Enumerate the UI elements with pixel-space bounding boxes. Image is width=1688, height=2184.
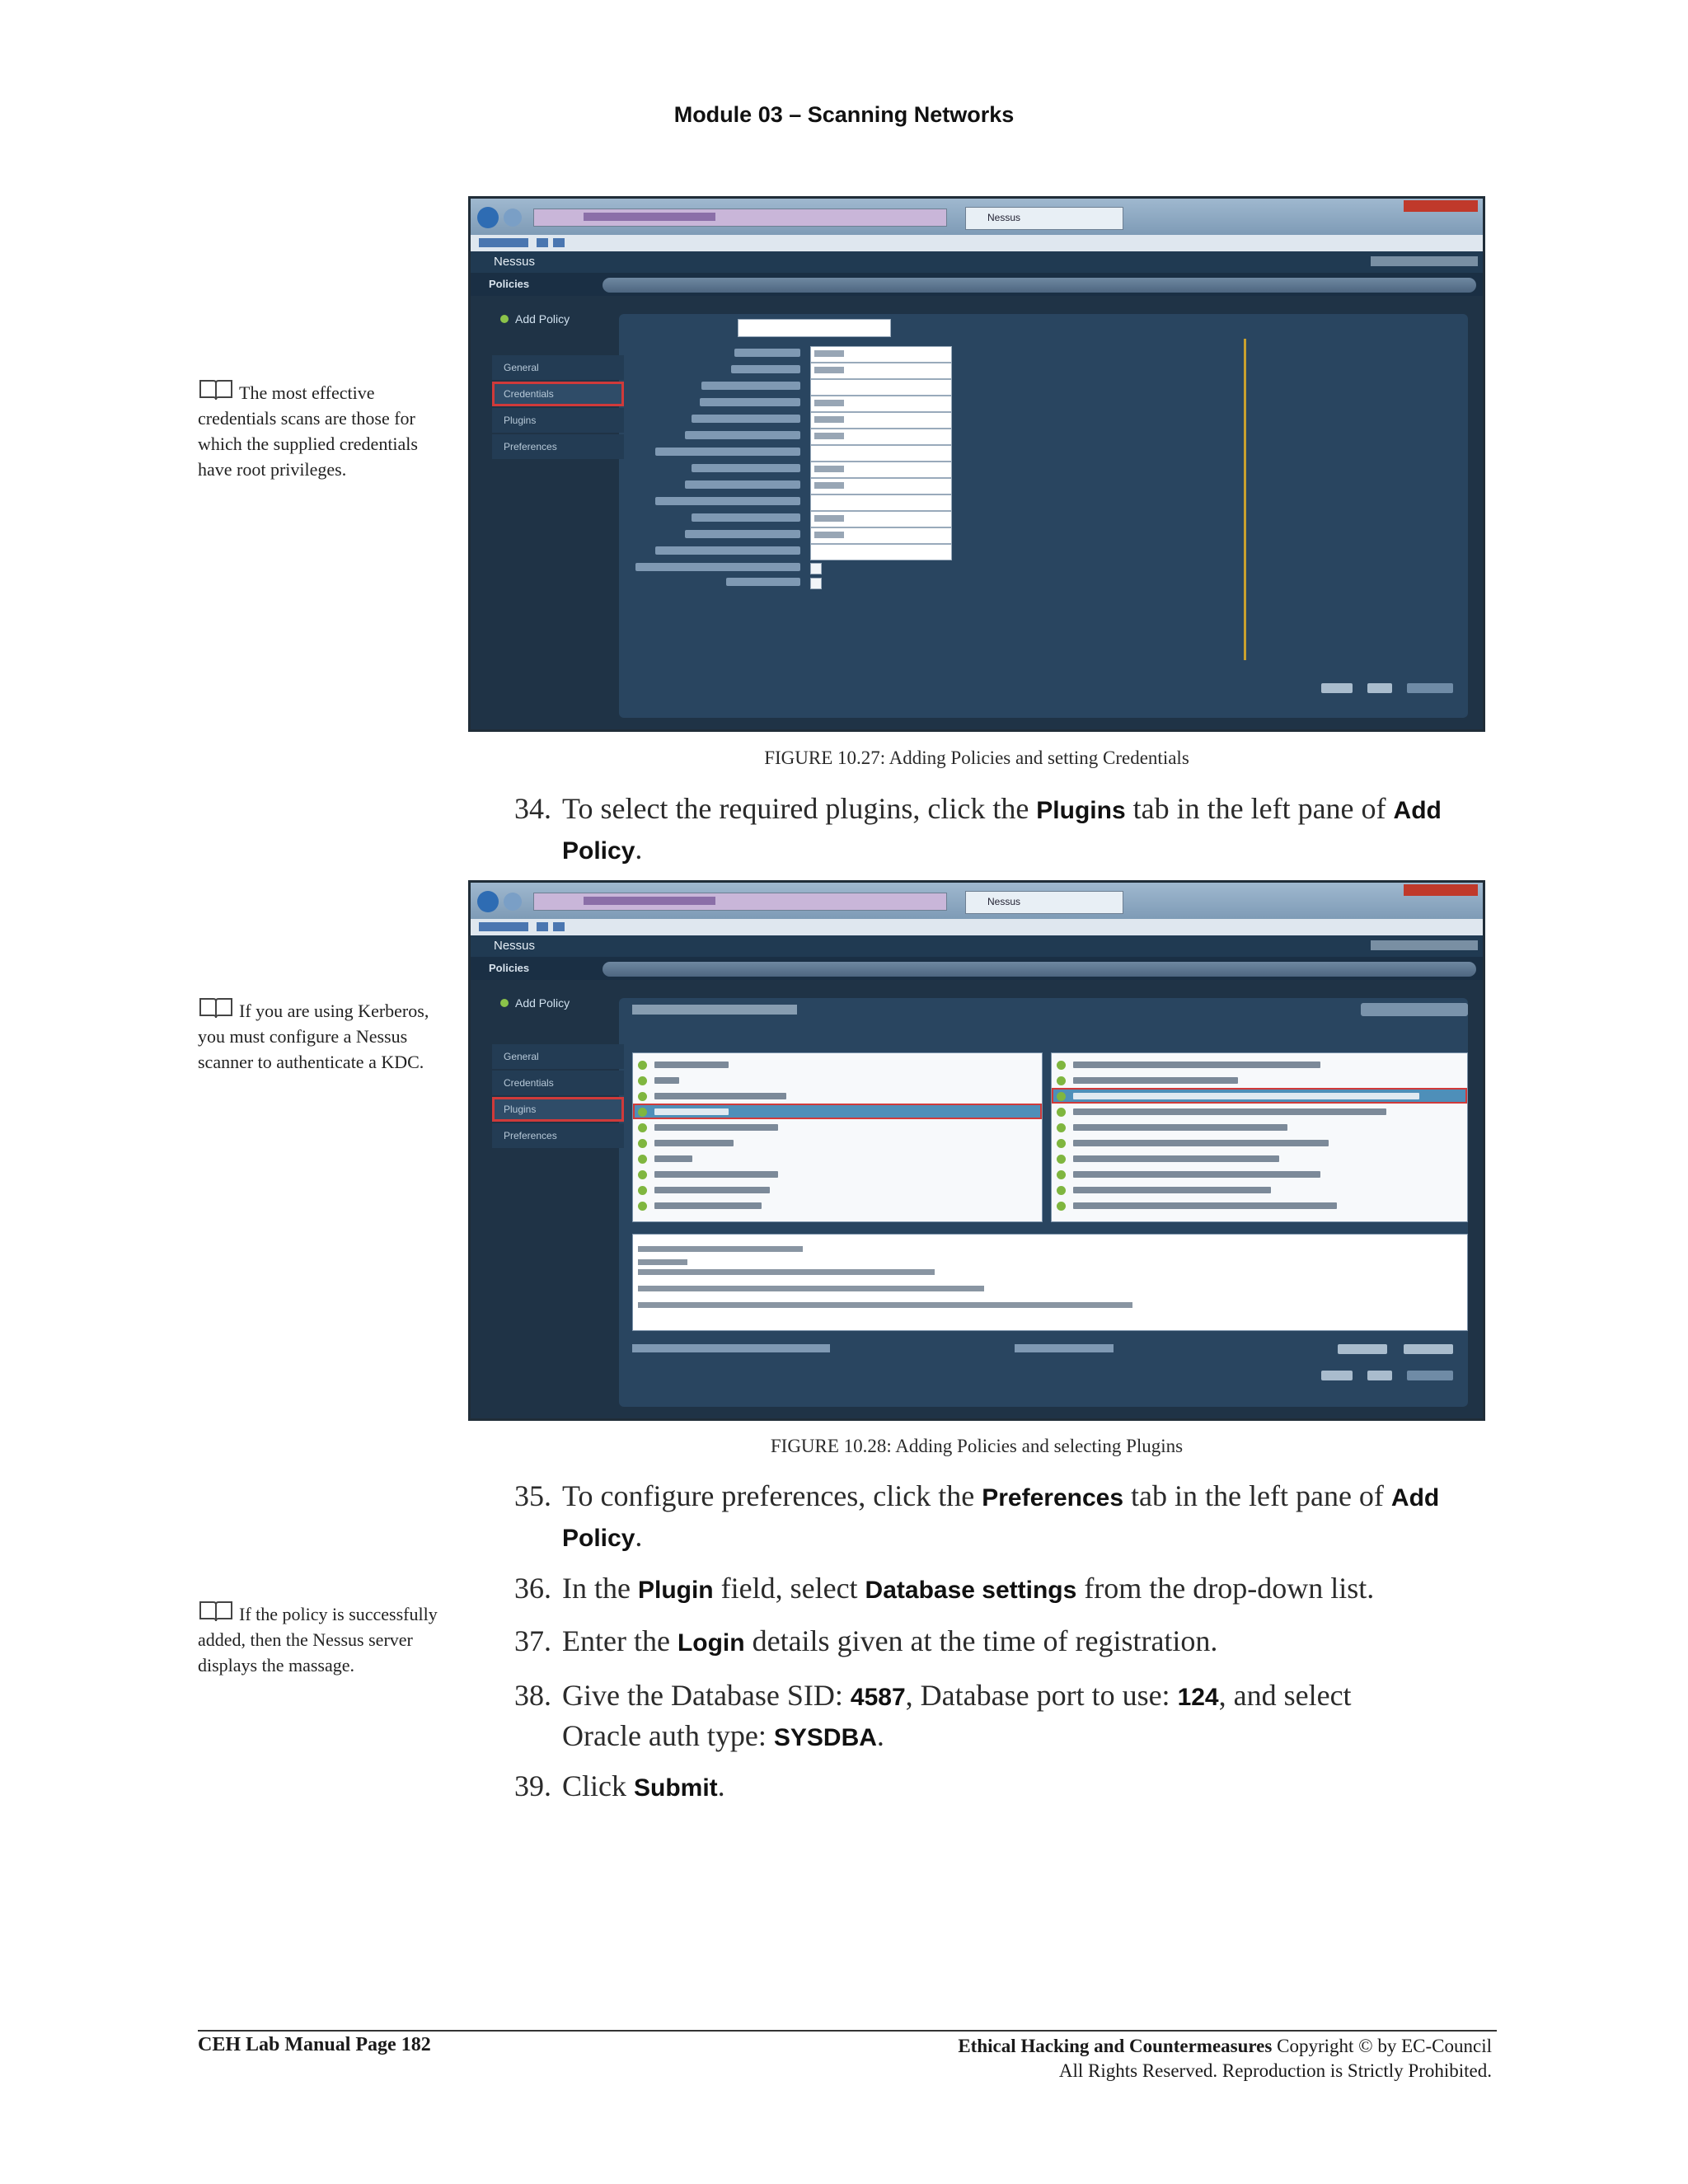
footer-copyright: Ethical Hacking and Countermeasures Copyright © by EC-Council All Rights Reserved. Reproduction is Strictly Prohibited. xyxy=(958,2036,1492,2081)
figure-caption-2: FIGURE 10.28: Adding Policies and selecting Plugins xyxy=(770,1436,1184,1456)
item-label xyxy=(654,1155,692,1162)
sidebar-note-1: The most effective credentials scans are those for which the supplied credentials have root privileges. xyxy=(198,377,445,482)
field-input[interactable] xyxy=(810,346,952,363)
nav-tabs[interactable] xyxy=(603,962,1476,977)
nessus-nav: Policies xyxy=(471,957,1483,980)
add-policy-title: Add Policy xyxy=(500,312,570,326)
list-item[interactable] xyxy=(1052,1104,1467,1119)
status-dot-icon xyxy=(638,1061,647,1070)
forward-arrow-icon[interactable] xyxy=(504,893,522,911)
field-label xyxy=(685,431,800,439)
form-row xyxy=(635,411,800,428)
field-input[interactable] xyxy=(810,379,952,396)
field-label xyxy=(692,415,800,423)
enabled-counts xyxy=(632,1344,830,1352)
item-label xyxy=(654,1108,729,1115)
book-icon xyxy=(198,377,234,402)
field-label xyxy=(655,546,800,555)
credential-type-select[interactable] xyxy=(738,319,891,337)
item-label xyxy=(1073,1124,1287,1131)
item-label xyxy=(654,1124,778,1131)
address-bar[interactable] xyxy=(533,209,947,227)
field-label xyxy=(701,382,800,390)
status-dot-icon xyxy=(1057,1155,1066,1164)
enable-buttons xyxy=(1321,1341,1461,1359)
list-item[interactable] xyxy=(1052,1119,1467,1135)
field-input[interactable] xyxy=(810,396,952,412)
field-label xyxy=(734,349,800,357)
item-label xyxy=(1073,1202,1337,1209)
clear-filters-button[interactable] xyxy=(1361,1003,1468,1016)
form-row xyxy=(635,378,800,395)
field-input[interactable] xyxy=(810,462,952,478)
item-label xyxy=(1073,1108,1386,1115)
favorites-bar xyxy=(471,235,1483,251)
item-label xyxy=(1073,1155,1279,1162)
form-row xyxy=(635,574,800,591)
form-row xyxy=(635,560,800,576)
form-row xyxy=(635,428,800,444)
status-dot-icon xyxy=(638,1139,647,1148)
list-item[interactable] xyxy=(633,1057,1042,1072)
field-label xyxy=(635,563,800,571)
sidebar-note-3: If the policy is successfully added, then the Nessus server displays the massage. xyxy=(198,1599,445,1678)
status-dot-icon xyxy=(638,1202,647,1211)
list-item[interactable] xyxy=(633,1166,1042,1182)
list-item[interactable] xyxy=(1052,1072,1467,1088)
footer-page: CEH Lab Manual Page 182 xyxy=(198,2034,431,2055)
status-dot-icon xyxy=(1057,1076,1066,1085)
show-enabled-toggle[interactable] xyxy=(1015,1344,1114,1352)
item-label xyxy=(1073,1140,1329,1146)
field-label xyxy=(685,480,800,489)
status-dot-icon xyxy=(638,1186,647,1195)
item-label xyxy=(654,1077,679,1084)
list-item[interactable] xyxy=(633,1151,1042,1166)
field-input[interactable] xyxy=(810,412,952,429)
step-36: 36. In the Plugin field, select Database settings from the drop-down list. xyxy=(514,1572,1375,1605)
form-row xyxy=(635,510,800,527)
divider xyxy=(1244,339,1246,660)
status-dot-icon xyxy=(1057,1108,1066,1117)
module-header: Module 03 – Scanning Networks xyxy=(673,102,1015,127)
status-dot-icon xyxy=(638,1170,647,1179)
list-item[interactable] xyxy=(1052,1197,1467,1213)
menu-plugins[interactable]: Plugins xyxy=(492,1097,624,1122)
item-label xyxy=(654,1062,729,1068)
field-label xyxy=(692,513,800,522)
field-input[interactable] xyxy=(810,363,952,379)
field-input[interactable] xyxy=(810,544,952,560)
list-item[interactable] xyxy=(1052,1088,1467,1104)
status-dot-icon xyxy=(1057,1123,1066,1132)
field-input[interactable] xyxy=(810,478,952,494)
list-item[interactable] xyxy=(633,1072,1042,1088)
menu-preferences[interactable]: Preferences xyxy=(492,434,624,459)
menu-general[interactable]: General xyxy=(492,1044,624,1069)
item-label xyxy=(654,1187,770,1193)
status-dot-icon xyxy=(1057,1170,1066,1179)
plugins-list[interactable] xyxy=(1051,1052,1468,1222)
form-row xyxy=(635,395,800,411)
list-item[interactable] xyxy=(633,1104,1042,1119)
form-buttons xyxy=(1321,680,1461,698)
status-dot-icon xyxy=(1057,1092,1066,1101)
menu-credentials[interactable]: Credentials xyxy=(492,382,624,406)
nessus-nav: Policies xyxy=(471,273,1483,296)
step-34: 34. To select the required plugins, click the Plugins tab in the left pane of Add Policy. xyxy=(514,792,1442,865)
list-item[interactable] xyxy=(633,1197,1042,1213)
book-icon xyxy=(198,1599,234,1624)
browser-tab[interactable]: Nessus xyxy=(965,891,1123,914)
status-dot-icon xyxy=(1057,1139,1066,1148)
policy-menu xyxy=(492,1044,624,1150)
item-label xyxy=(1073,1062,1320,1068)
sidebar-note-2: If you are using Kerberos, you must configure a Nessus scanner to authenticate a KDC. xyxy=(198,996,445,1075)
field-label xyxy=(726,578,800,586)
item-label xyxy=(654,1140,734,1146)
step-37: 37. Enter the Login details given at the time of registration. xyxy=(514,1624,1218,1657)
form-row xyxy=(635,527,800,543)
policy-menu xyxy=(492,355,624,461)
book-icon xyxy=(198,996,234,1020)
form-row xyxy=(635,444,800,461)
window-controls[interactable] xyxy=(1404,200,1478,212)
menu-preferences[interactable]: Preferences xyxy=(492,1123,624,1148)
field-label xyxy=(655,497,800,505)
nessus-titlebar: Nessus xyxy=(471,251,1483,273)
field-label xyxy=(731,365,800,373)
status-dot-icon xyxy=(1057,1061,1066,1070)
list-item[interactable] xyxy=(633,1088,1042,1104)
next-button[interactable] xyxy=(1407,1371,1453,1380)
item-label xyxy=(1073,1093,1419,1099)
list-item[interactable] xyxy=(633,1182,1042,1197)
list-item[interactable] xyxy=(1052,1057,1467,1072)
menu-credentials[interactable]: Credentials xyxy=(492,1071,624,1095)
field-label xyxy=(692,464,800,472)
form-row xyxy=(635,477,800,494)
form-row xyxy=(635,345,800,362)
form-buttons xyxy=(1321,1367,1461,1385)
field-input[interactable] xyxy=(810,511,952,527)
step-39: 39. Click Submit. xyxy=(514,1769,725,1802)
status-dot-icon xyxy=(638,1123,647,1132)
nessus-titlebar: Nessus xyxy=(471,935,1483,957)
favorites-bar xyxy=(471,919,1483,935)
status-dot-icon xyxy=(1057,1202,1066,1211)
field-input[interactable] xyxy=(810,494,952,511)
back-arrow-icon[interactable] xyxy=(477,891,499,912)
field-input[interactable] xyxy=(810,527,952,544)
status-dot-icon xyxy=(638,1108,647,1117)
field-label xyxy=(655,448,800,456)
step-38: 38. Give the Database SID: 4587, Database port to use: 124, and select Oracle auth type: SYSDBA. xyxy=(514,1679,1352,1752)
list-item[interactable] xyxy=(1052,1135,1467,1151)
cancel-button[interactable] xyxy=(1321,1371,1353,1380)
cancel-button[interactable] xyxy=(1321,683,1353,693)
nav-tabs[interactable] xyxy=(603,278,1476,293)
status-dot-icon xyxy=(1057,1186,1066,1195)
disable-all-button[interactable] xyxy=(1404,1344,1453,1354)
back-button[interactable] xyxy=(1367,683,1392,693)
form-row xyxy=(635,461,800,477)
item-label xyxy=(1073,1187,1271,1193)
item-label xyxy=(654,1202,762,1209)
browser-tab[interactable]: Nessus xyxy=(965,207,1123,230)
field-input[interactable] xyxy=(810,429,952,445)
list-item[interactable] xyxy=(633,1119,1042,1135)
form-row xyxy=(635,543,800,560)
list-item[interactable] xyxy=(633,1135,1042,1151)
field-input[interactable] xyxy=(810,445,952,462)
browser-toolbar xyxy=(471,883,1483,919)
item-label xyxy=(654,1171,778,1178)
add-policy-title: Add Policy xyxy=(500,996,570,1010)
window-controls[interactable] xyxy=(1404,884,1478,896)
form-row xyxy=(635,494,800,510)
field-label xyxy=(685,530,800,538)
field-checkbox[interactable] xyxy=(810,563,822,574)
figure-credentials-screenshot xyxy=(468,196,1485,732)
menu-general[interactable]: General xyxy=(492,355,624,380)
enable-all-button[interactable] xyxy=(1338,1344,1387,1354)
address-bar[interactable] xyxy=(533,893,947,911)
item-label xyxy=(654,1093,786,1099)
item-label xyxy=(1073,1171,1320,1178)
browser-toolbar xyxy=(471,199,1483,235)
figure-caption-1: FIGURE 10.27: Adding Policies and setting Credentials xyxy=(764,748,1189,768)
figure-plugins-screenshot xyxy=(468,880,1485,1421)
forward-arrow-icon[interactable] xyxy=(504,209,522,227)
status-dot-icon xyxy=(638,1076,647,1085)
filter-bar[interactable] xyxy=(632,1005,797,1015)
back-button[interactable] xyxy=(1367,1371,1392,1380)
field-label xyxy=(700,398,800,406)
list-item[interactable] xyxy=(1052,1182,1467,1197)
list-item[interactable] xyxy=(1052,1166,1467,1182)
status-dot-icon xyxy=(638,1092,647,1101)
next-button[interactable] xyxy=(1407,683,1453,693)
field-checkbox[interactable] xyxy=(810,578,822,589)
menu-plugins[interactable]: Plugins xyxy=(492,408,624,433)
status-dot-icon xyxy=(638,1155,647,1164)
item-label xyxy=(1073,1077,1238,1084)
footer-rule xyxy=(198,2030,1497,2032)
back-arrow-icon[interactable] xyxy=(477,207,499,228)
step-35: 35. To configure preferences, click the Preferences tab in the left pane of Add Policy. xyxy=(514,1479,1440,1553)
families-list[interactable] xyxy=(632,1052,1043,1222)
list-item[interactable] xyxy=(1052,1151,1467,1166)
form-row xyxy=(635,362,800,378)
plugin-description xyxy=(632,1234,1468,1331)
